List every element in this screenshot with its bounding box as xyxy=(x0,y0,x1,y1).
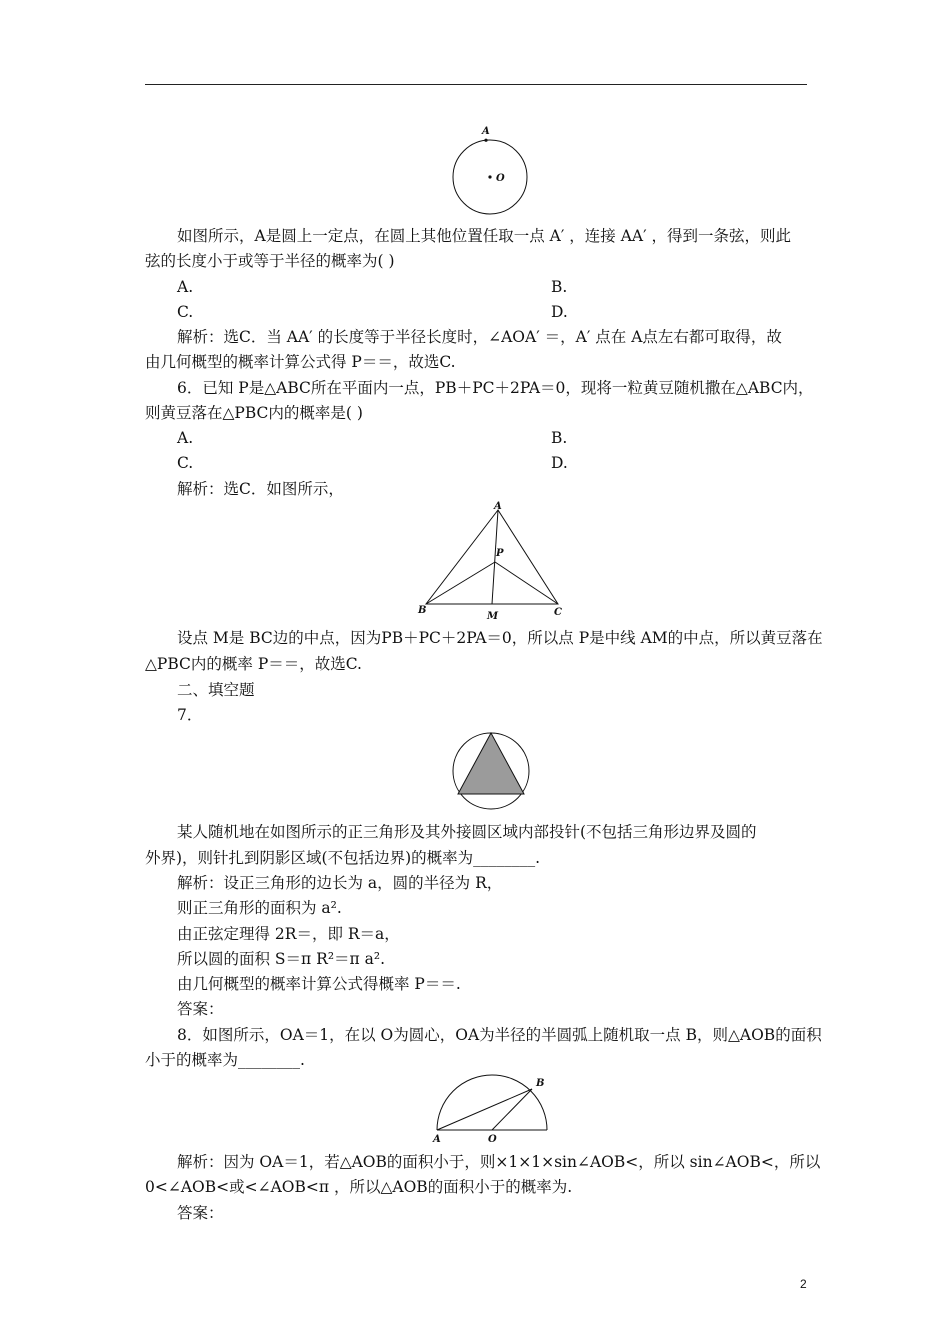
q6-option-c: C. xyxy=(177,454,194,472)
segment-pb xyxy=(426,562,495,604)
q8-answer: 答案： xyxy=(177,1204,224,1222)
q6-solution-line1: 设点 M是 BC边的中点，因为PB＋PC＋2PA＝0，所以点 P是中线 AM的中点，所以黄豆落在 xyxy=(177,629,823,647)
segment-pc xyxy=(495,562,558,604)
label-o: O xyxy=(496,173,505,184)
q7-solution-line5: 由几何概型的概率计算公式得概率 P＝＝. xyxy=(177,975,461,993)
q5-option-d: D. xyxy=(551,303,568,321)
semicircle-arc xyxy=(437,1075,547,1130)
page-number: 2 xyxy=(800,1277,807,1291)
triangle-abc xyxy=(426,510,558,604)
q6-option-a: A. xyxy=(177,429,194,447)
q7-solution-line3: 由正弦定理得 2R＝，即 R＝a， xyxy=(177,925,400,943)
q8-solution-line2: 0<∠AOB<或<∠AOB<π ，所以△AOB的面积小于的概率为. xyxy=(145,1178,573,1196)
label-b: B xyxy=(418,605,427,616)
q5-solution-line2: 由几何概型的概率计算公式得 P＝＝，故选C. xyxy=(145,353,456,371)
q5-solution-line1: 解析：选C．当 AA′ 的长度等于半径长度时，∠AOA′ ＝，A′ 点在 A点左右都可取得，故 xyxy=(177,328,782,346)
radius-ob xyxy=(492,1089,532,1130)
q8-solution-line1: 解析：因为 OA＝1，若△AOB的面积小于，则×1×1×sin∠AOB<，所以 sin∠AOB<，所以 xyxy=(177,1153,821,1171)
label-a: A xyxy=(494,501,502,512)
label-c: C xyxy=(554,607,562,618)
q7-number: 7． xyxy=(177,706,203,724)
inscribed-triangle-figure xyxy=(446,728,536,812)
q6-stem-line2: 则黄豆落在△PBC内的概率是( ) xyxy=(145,404,363,422)
label-b: B xyxy=(536,1078,545,1089)
shaded-triangle xyxy=(458,733,524,794)
q6-option-d: D. xyxy=(551,454,568,472)
chord-ab xyxy=(437,1089,532,1130)
q6-option-b: B. xyxy=(551,429,568,447)
q7-answer: 答案： xyxy=(177,1000,224,1018)
q8-stem-line1: 8．如图所示，OA＝1，在以 O为圆心，OA为半径的半圆弧上随机取一点 B，则△AOB的面积 xyxy=(177,1026,822,1044)
q6-solution-line2: △PBC内的概率 P＝＝，故选C. xyxy=(145,655,362,673)
section-title: 二、填空题 xyxy=(177,681,255,699)
q8-stem-line2: 小于的概率为________. xyxy=(145,1051,305,1069)
label-m: M xyxy=(487,611,499,622)
circle-figure xyxy=(448,122,534,218)
q5-option-a: A. xyxy=(177,278,194,296)
label-p: P xyxy=(496,548,504,559)
q7-solution-line2: 则正三角形的面积为 a². xyxy=(177,899,342,917)
q5-stem-line2: 弦的长度小于或等于半径的概率为( ) xyxy=(145,252,395,270)
q5-stem-line1: 如图所示，A是圆上一定点，在圆上其他位置任取一点 A′ ，连接 AA′ ，得到一条弦，则此 xyxy=(177,227,792,245)
q7-solution-line4: 所以圆的面积 S＝π R²＝π a². xyxy=(177,950,386,968)
q7-stem-line2: 外界)，则针扎到阴影区域(不包括边界)的概率为________. xyxy=(145,849,541,867)
label-o: O xyxy=(488,1134,497,1145)
q6-stem-line1: 6．已知 P是△ABC所在平面内一点，PB＋PC＋2PA＝0，现将一粒黄豆随机撒在△ABC内， xyxy=(177,379,814,397)
label-a: A xyxy=(482,126,490,137)
header-rule xyxy=(145,84,807,85)
q7-stem-line1: 某人随机地在如图所示的正三角形及其外接圆区域内部投针(不包括三角形边界及圆的 xyxy=(177,823,757,841)
semicircle-figure xyxy=(426,1072,556,1146)
point-a xyxy=(484,139,487,142)
triangle-median-figure xyxy=(416,498,572,622)
q5-option-c: C. xyxy=(177,303,194,321)
q7-solution-line1: 解析：设正三角形的边长为 a，圆的半径为 R， xyxy=(177,874,503,892)
point-o xyxy=(488,175,491,178)
q5-option-b: B. xyxy=(551,278,568,296)
q6-solution-intro: 解析：选C．如图所示， xyxy=(177,480,344,498)
label-a: A xyxy=(433,1134,441,1145)
